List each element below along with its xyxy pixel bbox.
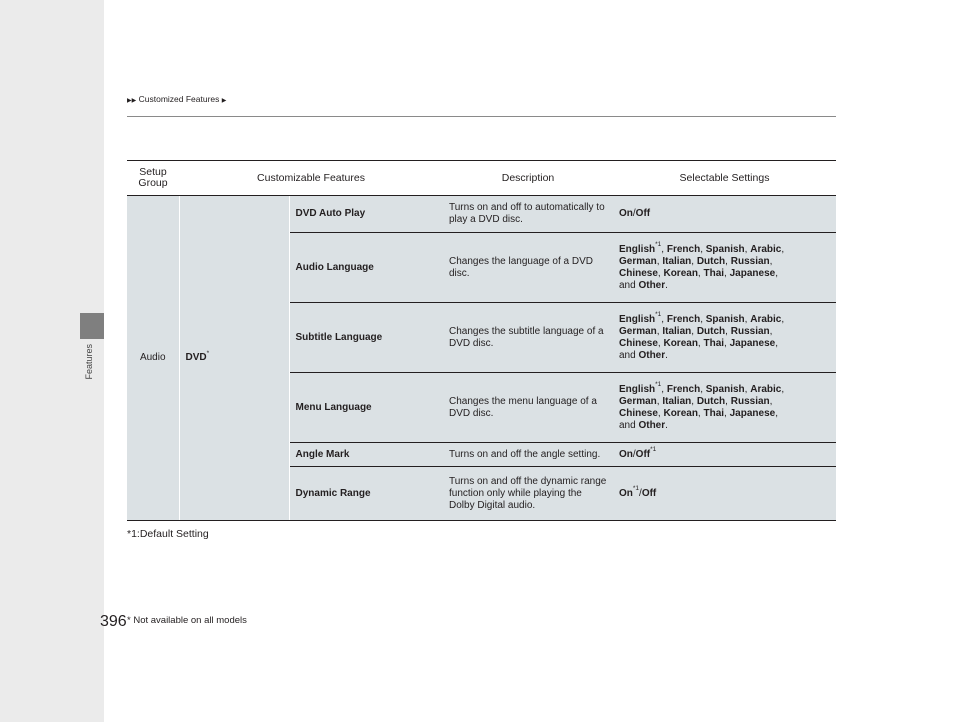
- header-description: Description: [443, 161, 613, 196]
- breadcrumb-link[interactable]: Customized Features: [138, 94, 220, 104]
- subgroup-dvd: DVD*: [179, 196, 289, 521]
- feature-name: DVD Auto Play: [289, 196, 443, 233]
- selectable-settings: On$^{*1}$/Off: [613, 467, 836, 521]
- page-number: 396: [100, 613, 127, 630]
- feature-description: Turns on and off the angle setting.: [443, 443, 613, 467]
- header-rule: [127, 116, 836, 117]
- customized-features-table: [127, 160, 836, 521]
- section-label: Features: [84, 344, 94, 380]
- selectable-settings: On/Off: [613, 196, 836, 233]
- feature-description: Changes the language of a DVD disc.: [443, 233, 613, 303]
- breadcrumb: [127, 94, 226, 104]
- feature-name: Audio Language: [289, 233, 443, 303]
- table-row: [127, 196, 836, 233]
- table-header-row: [127, 161, 836, 196]
- feature-description: Changes the subtitle language of a DVD disc.: [443, 303, 613, 373]
- feature-description: Changes the menu language of a DVD disc.: [443, 373, 613, 443]
- feature-name: Subtitle Language: [289, 303, 443, 373]
- feature-name: Angle Mark: [289, 443, 443, 467]
- breadcrumb-arrow-icon: ▶▶: [127, 98, 137, 104]
- header-customizable-features: Customizable Features: [179, 161, 443, 196]
- feature-name: Dynamic Range: [289, 467, 443, 521]
- model-availability-footnote: * Not available on all models: [127, 615, 247, 626]
- feature-name: Menu Language: [289, 373, 443, 443]
- selectable-settings: English$^{*1}$, French, Spanish, Arabic, German, Italian, Dutch, Russian, Chinese, Korean, Thai, Japanese, and Other.: [613, 303, 836, 373]
- header-selectable-settings: Selectable Settings: [613, 161, 836, 196]
- default-setting-note: *1:Default Setting: [127, 528, 209, 540]
- breadcrumb-arrow-icon: ▶: [221, 98, 227, 104]
- header-setup-group: Setup Group: [127, 161, 179, 196]
- selectable-settings: English$^{*1}$, French, Spanish, Arabic, German, Italian, Dutch, Russian, Chinese, Korean, Thai, Japanese, and Other.: [613, 233, 836, 303]
- section-tab-marker[interactable]: [80, 313, 104, 339]
- selectable-settings: On/Off$^{*1}$: [613, 443, 836, 467]
- feature-description: Turns on and off to automatically to play a DVD disc.: [443, 196, 613, 233]
- feature-description: Turns on and off the dynamic range function only while playing the Dolby Digital audio.: [443, 467, 613, 521]
- selectable-settings: English$^{*1}$, French, Spanish, Arabic, German, Italian, Dutch, Russian, Chinese, Korean, Thai, Japanese, and Other.: [613, 373, 836, 443]
- setup-group-audio: Audio: [127, 196, 179, 521]
